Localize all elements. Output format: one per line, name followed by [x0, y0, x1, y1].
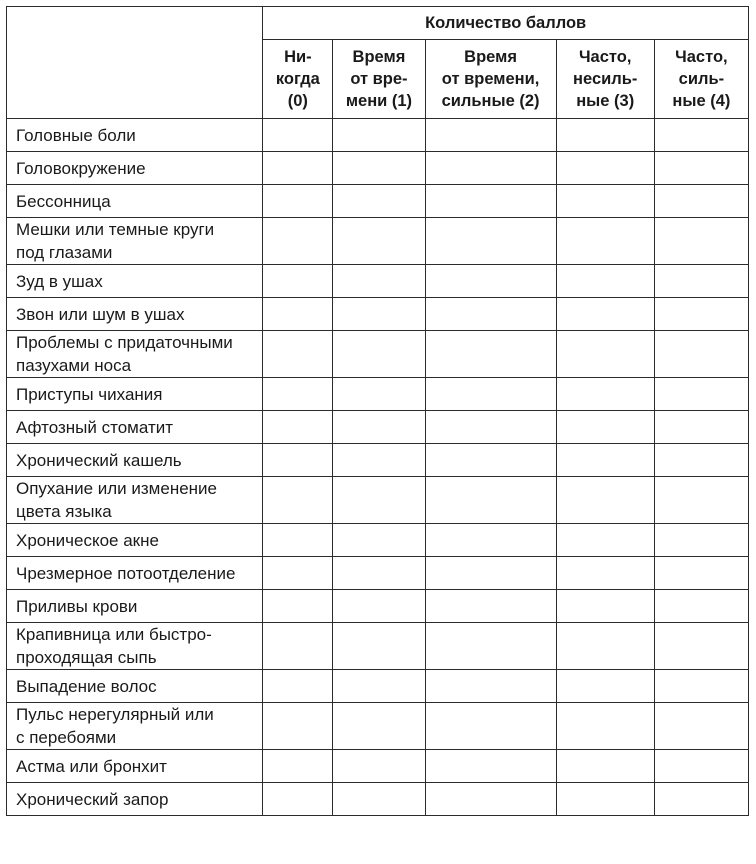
table-row — [7, 783, 749, 816]
column-header-line: ные (3) — [576, 92, 635, 110]
table-row — [7, 750, 749, 783]
score-cell[interactable] — [263, 477, 333, 524]
score-cell[interactable] — [263, 444, 333, 477]
score-cell[interactable] — [263, 298, 333, 331]
score-cell[interactable] — [263, 670, 333, 703]
symptom-label-line: цвета языка — [16, 502, 112, 521]
score-cell[interactable] — [425, 783, 556, 816]
column-header-often-severe — [654, 40, 748, 119]
score-cell[interactable] — [263, 331, 333, 378]
symptom-label — [7, 378, 263, 411]
symptom-label-line: под глазами — [16, 243, 113, 262]
score-cell[interactable] — [263, 703, 333, 750]
score-cell[interactable] — [556, 444, 654, 477]
score-cell[interactable] — [333, 524, 425, 557]
symptom-label — [7, 783, 263, 816]
symptom-label-line: Выпадение волос — [16, 676, 157, 696]
score-cell[interactable] — [333, 623, 425, 670]
score-cell[interactable] — [556, 378, 654, 411]
score-cell[interactable] — [556, 750, 654, 783]
score-cell[interactable] — [263, 119, 333, 152]
score-cell[interactable] — [556, 152, 654, 185]
symptom-label — [7, 265, 263, 298]
score-cell[interactable] — [654, 524, 748, 557]
symptom-label-line: Головные боли — [16, 125, 136, 145]
table-row — [7, 378, 749, 411]
score-cell[interactable] — [425, 750, 556, 783]
symptom-label — [7, 557, 263, 590]
score-cell[interactable] — [333, 265, 425, 298]
score-cell[interactable] — [333, 218, 425, 265]
score-cell[interactable] — [654, 265, 748, 298]
symptom-label-line: Астма или бронхит — [16, 756, 167, 776]
symptom-label — [7, 477, 263, 524]
symptom-label — [7, 218, 263, 265]
score-cell[interactable] — [263, 590, 333, 623]
score-cell[interactable] — [556, 590, 654, 623]
table-row — [7, 218, 749, 265]
score-cell[interactable] — [425, 477, 556, 524]
score-cell[interactable] — [333, 119, 425, 152]
score-cell[interactable] — [556, 477, 654, 524]
table-row — [7, 590, 749, 623]
table-row — [7, 119, 749, 152]
table-row — [7, 411, 749, 444]
column-header-line: ные (4) — [672, 92, 731, 110]
symptom-label-line: Чрезмерное потоотделение — [16, 563, 236, 583]
score-cell[interactable] — [425, 444, 556, 477]
score-cell[interactable] — [333, 152, 425, 185]
table-row — [7, 524, 749, 557]
score-cell[interactable] — [333, 331, 425, 378]
score-cell[interactable] — [333, 378, 425, 411]
score-cell[interactable] — [333, 477, 425, 524]
score-cell[interactable] — [556, 119, 654, 152]
score-cell[interactable] — [654, 783, 748, 816]
column-header-sometimes-severe — [425, 40, 556, 119]
symptom-label-line: Опухание или изменение — [16, 479, 218, 498]
symptom-label-line: Головокружение — [16, 158, 146, 178]
column-header-line: мени (1) — [345, 92, 413, 110]
score-cell[interactable] — [333, 590, 425, 623]
score-cell[interactable] — [556, 783, 654, 816]
score-cell[interactable] — [425, 590, 556, 623]
symptom-label-line: Крапивница или быстро- — [16, 625, 212, 644]
column-header-line: Часто, — [578, 48, 632, 66]
column-header-sometimes — [333, 40, 425, 119]
score-cell[interactable] — [263, 218, 333, 265]
score-cell[interactable] — [333, 298, 425, 331]
column-header-never — [263, 40, 333, 119]
corner-cell — [7, 7, 263, 119]
score-cell[interactable] — [333, 557, 425, 590]
score-cell[interactable] — [263, 265, 333, 298]
table-row — [7, 477, 749, 524]
score-cell[interactable] — [654, 378, 748, 411]
score-cell[interactable] — [654, 331, 748, 378]
score-cell[interactable] — [654, 298, 748, 331]
score-cell[interactable] — [263, 378, 333, 411]
score-cell[interactable] — [654, 218, 748, 265]
column-header-line: от времени, — [441, 70, 540, 88]
score-cell[interactable] — [556, 670, 654, 703]
score-cell[interactable] — [556, 298, 654, 331]
column-header-often-mild — [556, 40, 654, 119]
score-cell[interactable] — [556, 524, 654, 557]
table-row — [7, 623, 749, 670]
score-cell[interactable] — [425, 703, 556, 750]
table-row — [7, 557, 749, 590]
symptom-label-line: Афтозный стоматит — [16, 417, 174, 437]
score-cell[interactable] — [425, 331, 556, 378]
score-cell[interactable] — [425, 411, 556, 444]
score-cell[interactable] — [425, 298, 556, 331]
symptom-label-line: Бессонница — [16, 191, 111, 211]
column-header-line: (0) — [287, 92, 308, 110]
table-row — [7, 265, 749, 298]
column-header-line: силь- — [678, 70, 725, 88]
symptom-label-line: с перебоями — [16, 728, 117, 747]
score-cell[interactable] — [425, 524, 556, 557]
score-cell[interactable] — [654, 411, 748, 444]
column-header-line: Время — [352, 48, 406, 66]
column-header-line: Время — [464, 48, 517, 66]
column-header-line: Часто, — [675, 48, 728, 66]
score-cell[interactable] — [425, 185, 556, 218]
symptom-label — [7, 119, 263, 152]
column-header-line: несиль- — [573, 70, 638, 88]
symptom-label-line: пазухами носа — [16, 356, 132, 375]
column-header-line: Ни- — [284, 48, 312, 66]
symptom-label — [7, 750, 263, 783]
score-cell[interactable] — [556, 185, 654, 218]
score-cell[interactable] — [654, 590, 748, 623]
score-cell[interactable] — [333, 411, 425, 444]
score-cell[interactable] — [556, 265, 654, 298]
score-cell[interactable] — [654, 557, 748, 590]
score-cell[interactable] — [263, 750, 333, 783]
score-cell[interactable] — [556, 218, 654, 265]
score-cell[interactable] — [263, 524, 333, 557]
symptom-label-line: Хронический запор — [16, 789, 169, 809]
symptom-label-line: Приступы чихания — [16, 384, 163, 404]
score-cell[interactable] — [333, 185, 425, 218]
table-row — [7, 298, 749, 331]
symptom-label — [7, 298, 263, 331]
symptom-label — [7, 185, 263, 218]
symptom-label — [7, 524, 263, 557]
score-cell[interactable] — [333, 444, 425, 477]
symptom-label-line: проходящая сыпь — [16, 648, 157, 667]
symptom-label-line: Зуд в ушах — [16, 271, 103, 291]
table-row — [7, 152, 749, 185]
table-row — [7, 331, 749, 378]
score-cell[interactable] — [654, 444, 748, 477]
symptom-label-line: Пульс нерегулярный или — [16, 705, 214, 724]
score-cell[interactable] — [425, 265, 556, 298]
score-cell[interactable] — [425, 218, 556, 265]
symptom-label — [7, 444, 263, 477]
table-row — [7, 703, 749, 750]
symptom-label — [7, 623, 263, 670]
symptom-label — [7, 152, 263, 185]
score-cell[interactable] — [654, 152, 748, 185]
symptom-label — [7, 590, 263, 623]
score-cell[interactable] — [425, 119, 556, 152]
score-cell[interactable] — [556, 557, 654, 590]
score-cell[interactable] — [425, 557, 556, 590]
score-cell[interactable] — [654, 119, 748, 152]
symptom-label-line: Хронический кашель — [16, 450, 182, 470]
score-cell[interactable] — [425, 670, 556, 703]
score-cell[interactable] — [654, 703, 748, 750]
score-cell[interactable] — [556, 623, 654, 670]
symptom-label — [7, 703, 263, 750]
symptom-label — [7, 411, 263, 444]
score-cell[interactable] — [263, 152, 333, 185]
score-cell[interactable] — [425, 378, 556, 411]
column-header-line: сильные (2) — [441, 92, 540, 110]
score-cell[interactable] — [654, 477, 748, 524]
score-cell[interactable] — [263, 623, 333, 670]
score-cell[interactable] — [333, 783, 425, 816]
table-row — [7, 670, 749, 703]
score-cell[interactable] — [654, 623, 748, 670]
score-cell[interactable] — [556, 331, 654, 378]
score-cell[interactable] — [425, 152, 556, 185]
symptom-label — [7, 331, 263, 378]
score-cell[interactable] — [333, 703, 425, 750]
score-cell[interactable] — [263, 411, 333, 444]
symptom-label-line: Проблемы с придаточными — [16, 333, 233, 352]
score-cell[interactable] — [654, 185, 748, 218]
score-cell[interactable] — [654, 670, 748, 703]
table-row — [7, 185, 749, 218]
score-cell[interactable] — [263, 557, 333, 590]
column-header-line: когда — [275, 70, 320, 88]
symptom-score-table — [6, 6, 749, 816]
score-cell[interactable] — [654, 750, 748, 783]
score-cell[interactable] — [556, 703, 654, 750]
symptom-label-line: Мешки или темные круги — [16, 220, 215, 239]
score-cell[interactable] — [263, 185, 333, 218]
symptom-label — [7, 670, 263, 703]
symptom-label-line: Хроническое акне — [16, 530, 159, 550]
score-cell[interactable] — [263, 783, 333, 816]
score-cell[interactable] — [425, 623, 556, 670]
table-row — [7, 444, 749, 477]
column-header-line: от вре- — [350, 70, 408, 88]
group-header: Количество баллов — [263, 7, 749, 40]
symptom-label-line: Звон или шум в ушах — [16, 304, 185, 324]
score-cell[interactable] — [556, 411, 654, 444]
score-cell[interactable] — [333, 750, 425, 783]
score-cell[interactable] — [333, 670, 425, 703]
symptom-label-line: Приливы крови — [16, 596, 138, 616]
